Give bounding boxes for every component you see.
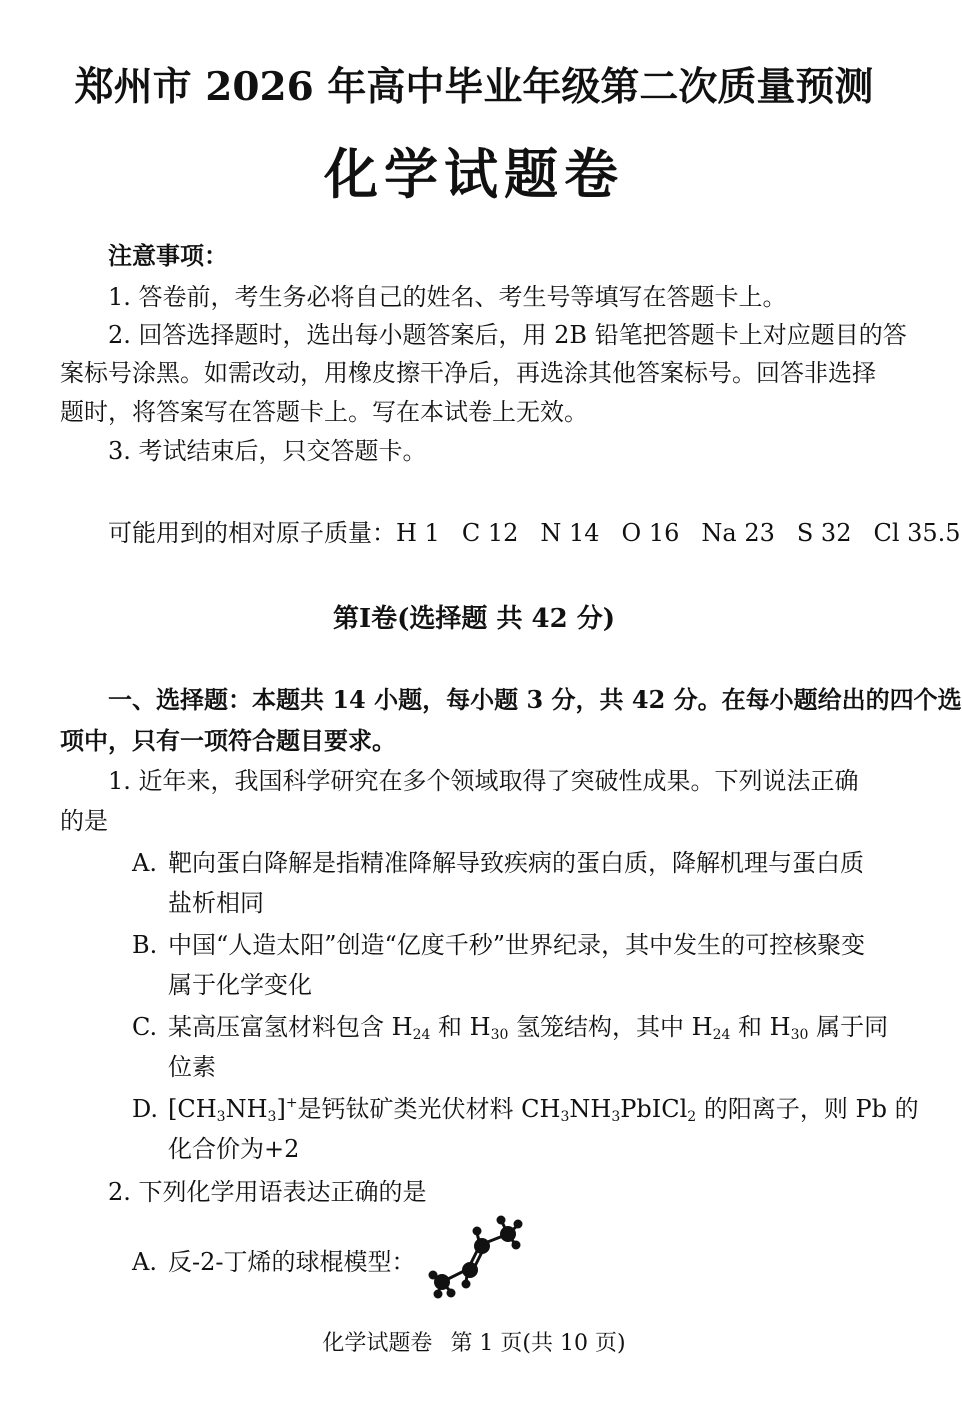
mass-na: Na 23 — [701, 519, 775, 547]
q1-d-sub-2: 3 — [267, 1109, 277, 1125]
q2-option-a-letter: A. — [132, 1248, 157, 1276]
section-1-intro-line-2: 项中，只有一项符合题目要求。 — [60, 726, 396, 755]
mass-h: H 1 — [396, 519, 440, 547]
q1-option-a-line-1 — [132, 848, 864, 878]
q1-c-sub-4: 30 — [790, 1027, 809, 1043]
notice-item-1: 1. 答卷前，考生务必将自己的姓名、考生号等填写在答题卡上。 — [108, 283, 787, 311]
q1-d-text-7: 的阳离子，则 Pb 的 — [696, 1095, 919, 1123]
q1-d-text-6: PbICl — [620, 1095, 688, 1123]
notice-heading: 注意事项： — [108, 241, 228, 270]
q1-option-b-line-2: 属于化学变化 — [168, 971, 312, 999]
mass-s: S 32 — [796, 519, 852, 547]
q1-option-b-line-1 — [132, 930, 865, 960]
q1-option-d-line-2: 化合价为+2 — [168, 1135, 300, 1163]
trans-2-butene-ball-stick-model — [420, 1212, 530, 1302]
atomic-masses — [108, 518, 961, 548]
q1-d-sub-3: 3 — [560, 1109, 570, 1125]
q1-option-d-line-1 — [132, 1094, 919, 1124]
q1-option-c-letter: C. — [132, 1013, 158, 1041]
notice-item-2-line-1: 2. 回答选择题时，选出每小题答案后，用 2B 铅笔把答题卡上对应题目的答 — [108, 321, 907, 349]
q1-d-sup: + — [285, 1095, 298, 1111]
q1-option-c-line-1 — [132, 1012, 888, 1042]
q1-option-a-letter: A. — [132, 849, 157, 877]
q2-option-a-text: 反-2-丁烯的球棍模型： — [168, 1248, 416, 1276]
notice-item-3: 3. 考试结束后，只交答题卡。 — [108, 437, 427, 465]
q1-d-text-3: ] — [276, 1095, 286, 1123]
q1-c-text-5: 属于同 — [808, 1013, 889, 1041]
atomic-masses-label: 可能用到的相对原子质量： — [108, 519, 396, 547]
q1-option-b-text: 中国“人造太阳”创造“亿度千秒”世界纪录，其中发生的可控核聚变 — [168, 931, 866, 959]
footer-page-number: 第 1 页(共 10 页) — [450, 1331, 626, 1356]
q1-option-a-text: 靶向蛋白降解是指精准降解导致疾病的蛋白质，降解机理与蛋白质 — [168, 849, 864, 877]
mass-c: C 12 — [461, 519, 519, 547]
q1-c-sub-2: 30 — [490, 1027, 509, 1043]
q1-d-sub-1: 3 — [216, 1109, 226, 1125]
footer-doc-name: 化学试题卷 — [322, 1331, 433, 1356]
mass-cl: Cl 35.5 — [873, 519, 961, 547]
section-1-intro-line-1: 一、选择题：本题共 14 小题，每小题 3 分，共 42 分。在每小题给出的四个选 — [108, 685, 962, 714]
q1-option-c-line-2: 位素 — [168, 1053, 216, 1081]
exam-subtitle: 化学试题卷 — [324, 142, 624, 206]
q1-option-d-letter: D. — [132, 1095, 159, 1123]
q1-d-text-4: 是钙钛矿类光伏材料 CH — [297, 1095, 561, 1123]
page-footer — [0, 1326, 948, 1357]
notice-item-2-line-3: 题时，将答案写在答题卡上。写在本试卷上无效。 — [60, 398, 588, 426]
q2-option-a — [132, 1247, 416, 1277]
q2-stem: 2. 下列化学用语表达正确的是 — [108, 1178, 427, 1206]
mass-n: N 14 — [540, 519, 600, 547]
q1-d-text-5: NH — [569, 1095, 612, 1123]
q1-stem-line-1: 1. 近年来，我国科学研究在多个领域取得了突破性成果。下列说法正确 — [108, 767, 859, 795]
q1-d-sub-5: 2 — [687, 1109, 697, 1125]
q1-c-sub-1: 24 — [412, 1027, 431, 1043]
q1-d-sub-4: 3 — [611, 1109, 621, 1125]
q1-d-text-1: [CH — [168, 1095, 217, 1123]
notice-item-2-line-2: 案标号涂黑。如需改动，用橡皮擦干净后，再选涂其他答案标号。回答非选择 — [60, 359, 876, 387]
q1-option-b-letter: B. — [132, 931, 158, 959]
q1-d-text-2: NH — [225, 1095, 268, 1123]
q1-stem-line-2: 的是 — [60, 807, 108, 835]
q1-c-text-2: 和 H — [430, 1013, 491, 1041]
q1-c-sub-3: 24 — [712, 1027, 731, 1043]
q1-c-text-1: 某高压富氢材料包含 H — [168, 1013, 413, 1041]
q1-c-text-4: 和 H — [730, 1013, 791, 1041]
exam-title: 郑州市 2026 年高中毕业年级第二次质量预测 — [74, 64, 874, 110]
mass-o: O 16 — [621, 519, 680, 547]
q1-option-a-line-2: 盐析相同 — [168, 889, 264, 917]
q1-c-text-3: 氢笼结构，其中 H — [508, 1013, 713, 1041]
section-1-heading: 第Ⅰ卷(选择题 共 42 分) — [332, 604, 616, 634]
